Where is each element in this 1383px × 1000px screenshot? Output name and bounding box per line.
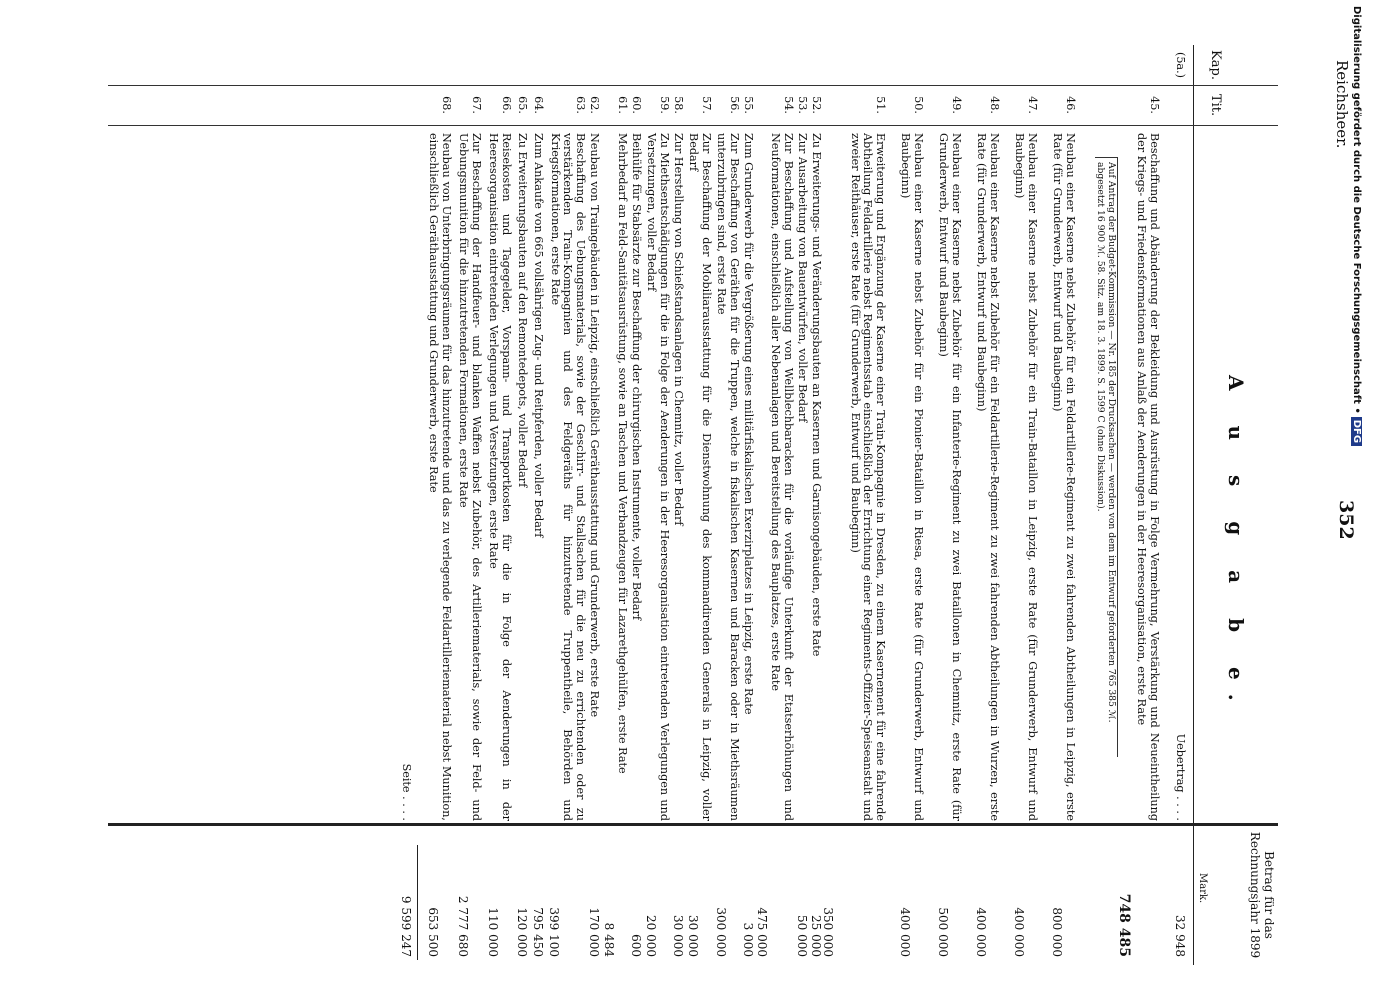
tit-number: 62. xyxy=(588,96,601,114)
row-amount: 25 000 xyxy=(809,915,823,957)
row-text: Reisekosten und Tagegelder, Vorspann- und Transportkosten für die in Folge der Aenderungen in der Heeresorganisation eintretenden Verlegungen und Versetzungen, erste Rate xyxy=(487,133,513,821)
divider xyxy=(108,823,1278,826)
tit-number: 63. xyxy=(574,96,587,114)
row-text: Erweiterung und Ergänzung der Kaserne einer Train-Kompagnie in Dresden, zu einem Kasernement für eine fahrende Abtheilung Feldartillerie nebst Regimentsstab einschließlich der Errichtung einer Regiments-Offizier-Speiseanstalt und zweier Reithäuser, erste Rate (für Grunderwerb, Entwurf und Baubeginn) xyxy=(848,133,887,821)
row-amount: 653 500 xyxy=(426,907,440,957)
row-text: Mehrbedarf an Feld-Sanitätsausrüstung, sowie an Taschen und Verbandzeugen für Lazarethgehülfen, erste Rate xyxy=(616,133,629,774)
row-amount: 2 777 680 xyxy=(456,895,470,957)
tit-number: 50. xyxy=(912,96,925,114)
row-text: Zur Herstellung von Schießstandsanlagen in Chemnitz, voller Bedarf xyxy=(672,133,685,526)
row-text: Beschaffung und Abänderung der Bekleidung und Ausrüstung in Folge Vermehrung, Verstärkung und Neueintheilung der Kriegs- und Friedensformationen aus Anlaß der Aenderungen in der Heeresorganisation, erste Rate xyxy=(1135,133,1161,821)
row-amount: 350 000 xyxy=(821,907,835,957)
tit-number: 59. xyxy=(658,96,671,114)
row-text: Neubau von Unterbringungsräumen für das hinzutretende und das zu verlegende Feldartilleriematerial nebst Munition, einschließlich Geräthausstattung und Grunderwerb, erste Rate xyxy=(427,133,453,821)
row-amount: 748 485 xyxy=(1116,893,1132,957)
page-header xyxy=(1291,60,1361,960)
row-amount: 120 000 xyxy=(515,907,529,957)
tit-number: 64. xyxy=(532,96,545,114)
section-title: A u s g a b e. xyxy=(1224,375,1248,715)
footer-label: Seite . . . . xyxy=(400,763,413,821)
tit-number: 47. xyxy=(1026,96,1039,114)
row-amount: 400 000 xyxy=(974,907,988,957)
row-amount: 600 xyxy=(629,934,643,957)
table-header xyxy=(1193,45,1278,965)
tit-number: 66. xyxy=(500,96,513,114)
tit-number: 49. xyxy=(950,96,963,114)
tit-number: 55. xyxy=(742,96,755,114)
sum-rule xyxy=(417,845,418,960)
col-unit: Mark. xyxy=(1197,873,1208,904)
tit-number: 65. xyxy=(516,96,529,114)
row-amount: 800 000 xyxy=(1050,907,1064,957)
col-kap: Kap. xyxy=(1208,50,1223,80)
tit-number: 67. xyxy=(470,96,483,114)
row-text: Neubau einer Kaserne nebst Zubehör für ein Infanterie-Regiment zu zwei Bataillonen in Chemnitz, erste Rate (für Grunderwerb, Entwurf und Baubeginn) xyxy=(937,133,963,821)
kap-value: (5a.) xyxy=(1174,51,1187,79)
tit-number: 58. xyxy=(672,96,685,114)
col-amount: Betrag für das Rechnungsjahr 1899 xyxy=(1248,831,1276,959)
row-text: Zum Grunderwerb für die Vergrößerung eines militärfiskalischen Exerzirplatzes in Leipzig, erste Rate xyxy=(742,133,755,715)
row-text: Zur Beschaffung und Aufstellung von Wellblechbaracken für die vorläufige Unterkunft der Etatserhöhungen und Neuformationen, einschließlich aller Nebenanlagen und Bereitstellung des Bauplatzes, erste Rate xyxy=(769,133,795,821)
row-text: Zu Erweiterungs- und Veränderungsbauten an Kasernen und Garnisongebäuden, erste Rate xyxy=(810,133,823,657)
dfg-logo: DFG xyxy=(1351,417,1362,446)
row-amount: 110 000 xyxy=(486,907,500,957)
budget-table xyxy=(108,45,1278,965)
tit-number: 46. xyxy=(1064,96,1077,114)
row-amount: 795 450 xyxy=(531,907,545,957)
row-amount: 475 000 xyxy=(755,907,769,957)
row-amount: 399 100 xyxy=(547,907,561,957)
row-text: Zu Miethsentschädigungen für die in Folge der Aenderungen in der Heeresorganisation eintretenden Verlegungen und Versetzungen, voller Bedarf xyxy=(645,133,671,821)
divider xyxy=(108,85,1278,86)
tit-number: 60. xyxy=(630,96,643,114)
divider xyxy=(108,125,1278,126)
row-amount: 20 000 xyxy=(644,915,658,957)
row-amount: 50 000 xyxy=(795,915,809,957)
row-amount: 400 000 xyxy=(1012,907,1026,957)
tit-number: 54. xyxy=(782,96,795,114)
row-amount: 30 000 xyxy=(671,915,685,957)
tit-number: 51. xyxy=(874,96,887,114)
row-amount: 500 000 xyxy=(936,907,950,957)
row-text: Neubau von Traingebäuden in Leipzig, einschließlich Geräthausstattung und Grunderwerb, erste Rate xyxy=(588,133,601,718)
row-text: Zum Ankaufe von 665 vollsährigen Zug- und Reitpferden, voller Bedarf xyxy=(532,133,545,538)
row-text: Beschaffung des Uebungsmaterials, sowie der Geschirr- und Stallsachen für die neu zu errichtenden oder zu verstärkenden Train-Kompagnien und des Feldgeräths für hinzutretende Truppentheile, Behörden und Kriegsformationen, erste Rate xyxy=(548,133,587,821)
dfg-notice-text: Digitalisierung gefördert durch die Deutsche Forschungsgemeinschaft • xyxy=(1351,6,1362,414)
row-text: Neubau einer Kaserne nebst Zubehör für ein Pionier-Bataillon in Riesa, erste Rate (für Grunderwerb, Entwurf und Baubeginn) xyxy=(899,133,925,821)
row-text: Neubau einer Kaserne nebst Zubehör für ein Feldartillerie-Regiment zu zwei fahrenden Abtheilungen in Leipzig, erste Rate (für Grunderwerb, Entwurf und Baubeginn) xyxy=(1051,133,1077,821)
tit-number: 56. xyxy=(728,96,741,114)
row-text: Zur Beschaffung der Mobiliarausstattung für die Dienstwohnung des kommandirenden Generals in Leipzig, voller Bedarf xyxy=(687,133,713,821)
tit-number: 52. xyxy=(810,96,823,114)
row-amount: 3 000 xyxy=(741,922,755,957)
tit-number: 68. xyxy=(440,96,453,114)
running-head: Reichsheer. xyxy=(1333,60,1351,149)
tit-number: 57. xyxy=(700,96,713,114)
row-text: Zur Beschaffung der Handfeuer- und blanken Waffen nebst Zubehör, des Artilleriematerials, sowie der Feld- und Uebungsmunition für die hinzutretenden Formationen, erste Rate xyxy=(457,133,483,821)
row-text: Zur Beschaffung von Geräthen für die Truppen, welche in fiskalischen Kasernen und Baracken oder in Miethsräumen unterzubringen sind, erste Rate xyxy=(715,133,741,821)
col-tit: Tit. xyxy=(1208,93,1223,117)
row-text: Neubau einer Kaserne nebst Zubehör für ein Train-Bataillon in Leipzig, erste Rate (für Grunderwerb, Entwurf und Baubeginn) xyxy=(1013,133,1039,821)
committee-note: Auf Antrag der Budget-Kommission — Nr. 185 der Drucksachen — werden von dem im Entwurf geforderten 765 385 ℳ. abgesetzt 16 900 ℳ. 58. Sitz. am 18. 3. 1899. S. 1599 C (ohne Diskussion). xyxy=(1095,157,1118,757)
row-text: Neubau einer Kaserne nebst Zubehör für ein Feldartillerie-Regiment zu zwei fahrenden Abtheilungen in Wurzen, erste Rate (für Grunderwerb, Entwurf und Baubeginn) xyxy=(975,133,1001,821)
tit-number: 48. xyxy=(988,96,1001,114)
row-text: Zur Ausarbeitung von Bauentwürfen, voller Bedarf xyxy=(796,133,809,423)
tit-number: 61. xyxy=(616,96,629,114)
row-amount: 8 484 xyxy=(602,922,616,957)
row-amount: 30 000 xyxy=(686,915,700,957)
carry-label: Uebertrag . . . . xyxy=(1174,733,1187,821)
footer-amount: 9 599 247 xyxy=(399,895,413,957)
carry-amount: 32 948 xyxy=(1173,915,1187,957)
row-amount: 300 000 xyxy=(714,907,728,957)
row-amount: 400 000 xyxy=(898,907,912,957)
page-number: 352 xyxy=(1335,500,1357,540)
row-text: Zu Erweiterungsbauten auf den Remontedepots, voller Bedarf xyxy=(516,133,529,488)
tit-number: 45. xyxy=(1148,96,1161,114)
tit-number: 53. xyxy=(796,96,809,114)
row-amount: 170 000 xyxy=(587,907,601,957)
row-text: Beihülfe für Stabsärzte zur Beschaffung der chirurgischen Instrumente, voller Bedarf xyxy=(630,133,643,621)
